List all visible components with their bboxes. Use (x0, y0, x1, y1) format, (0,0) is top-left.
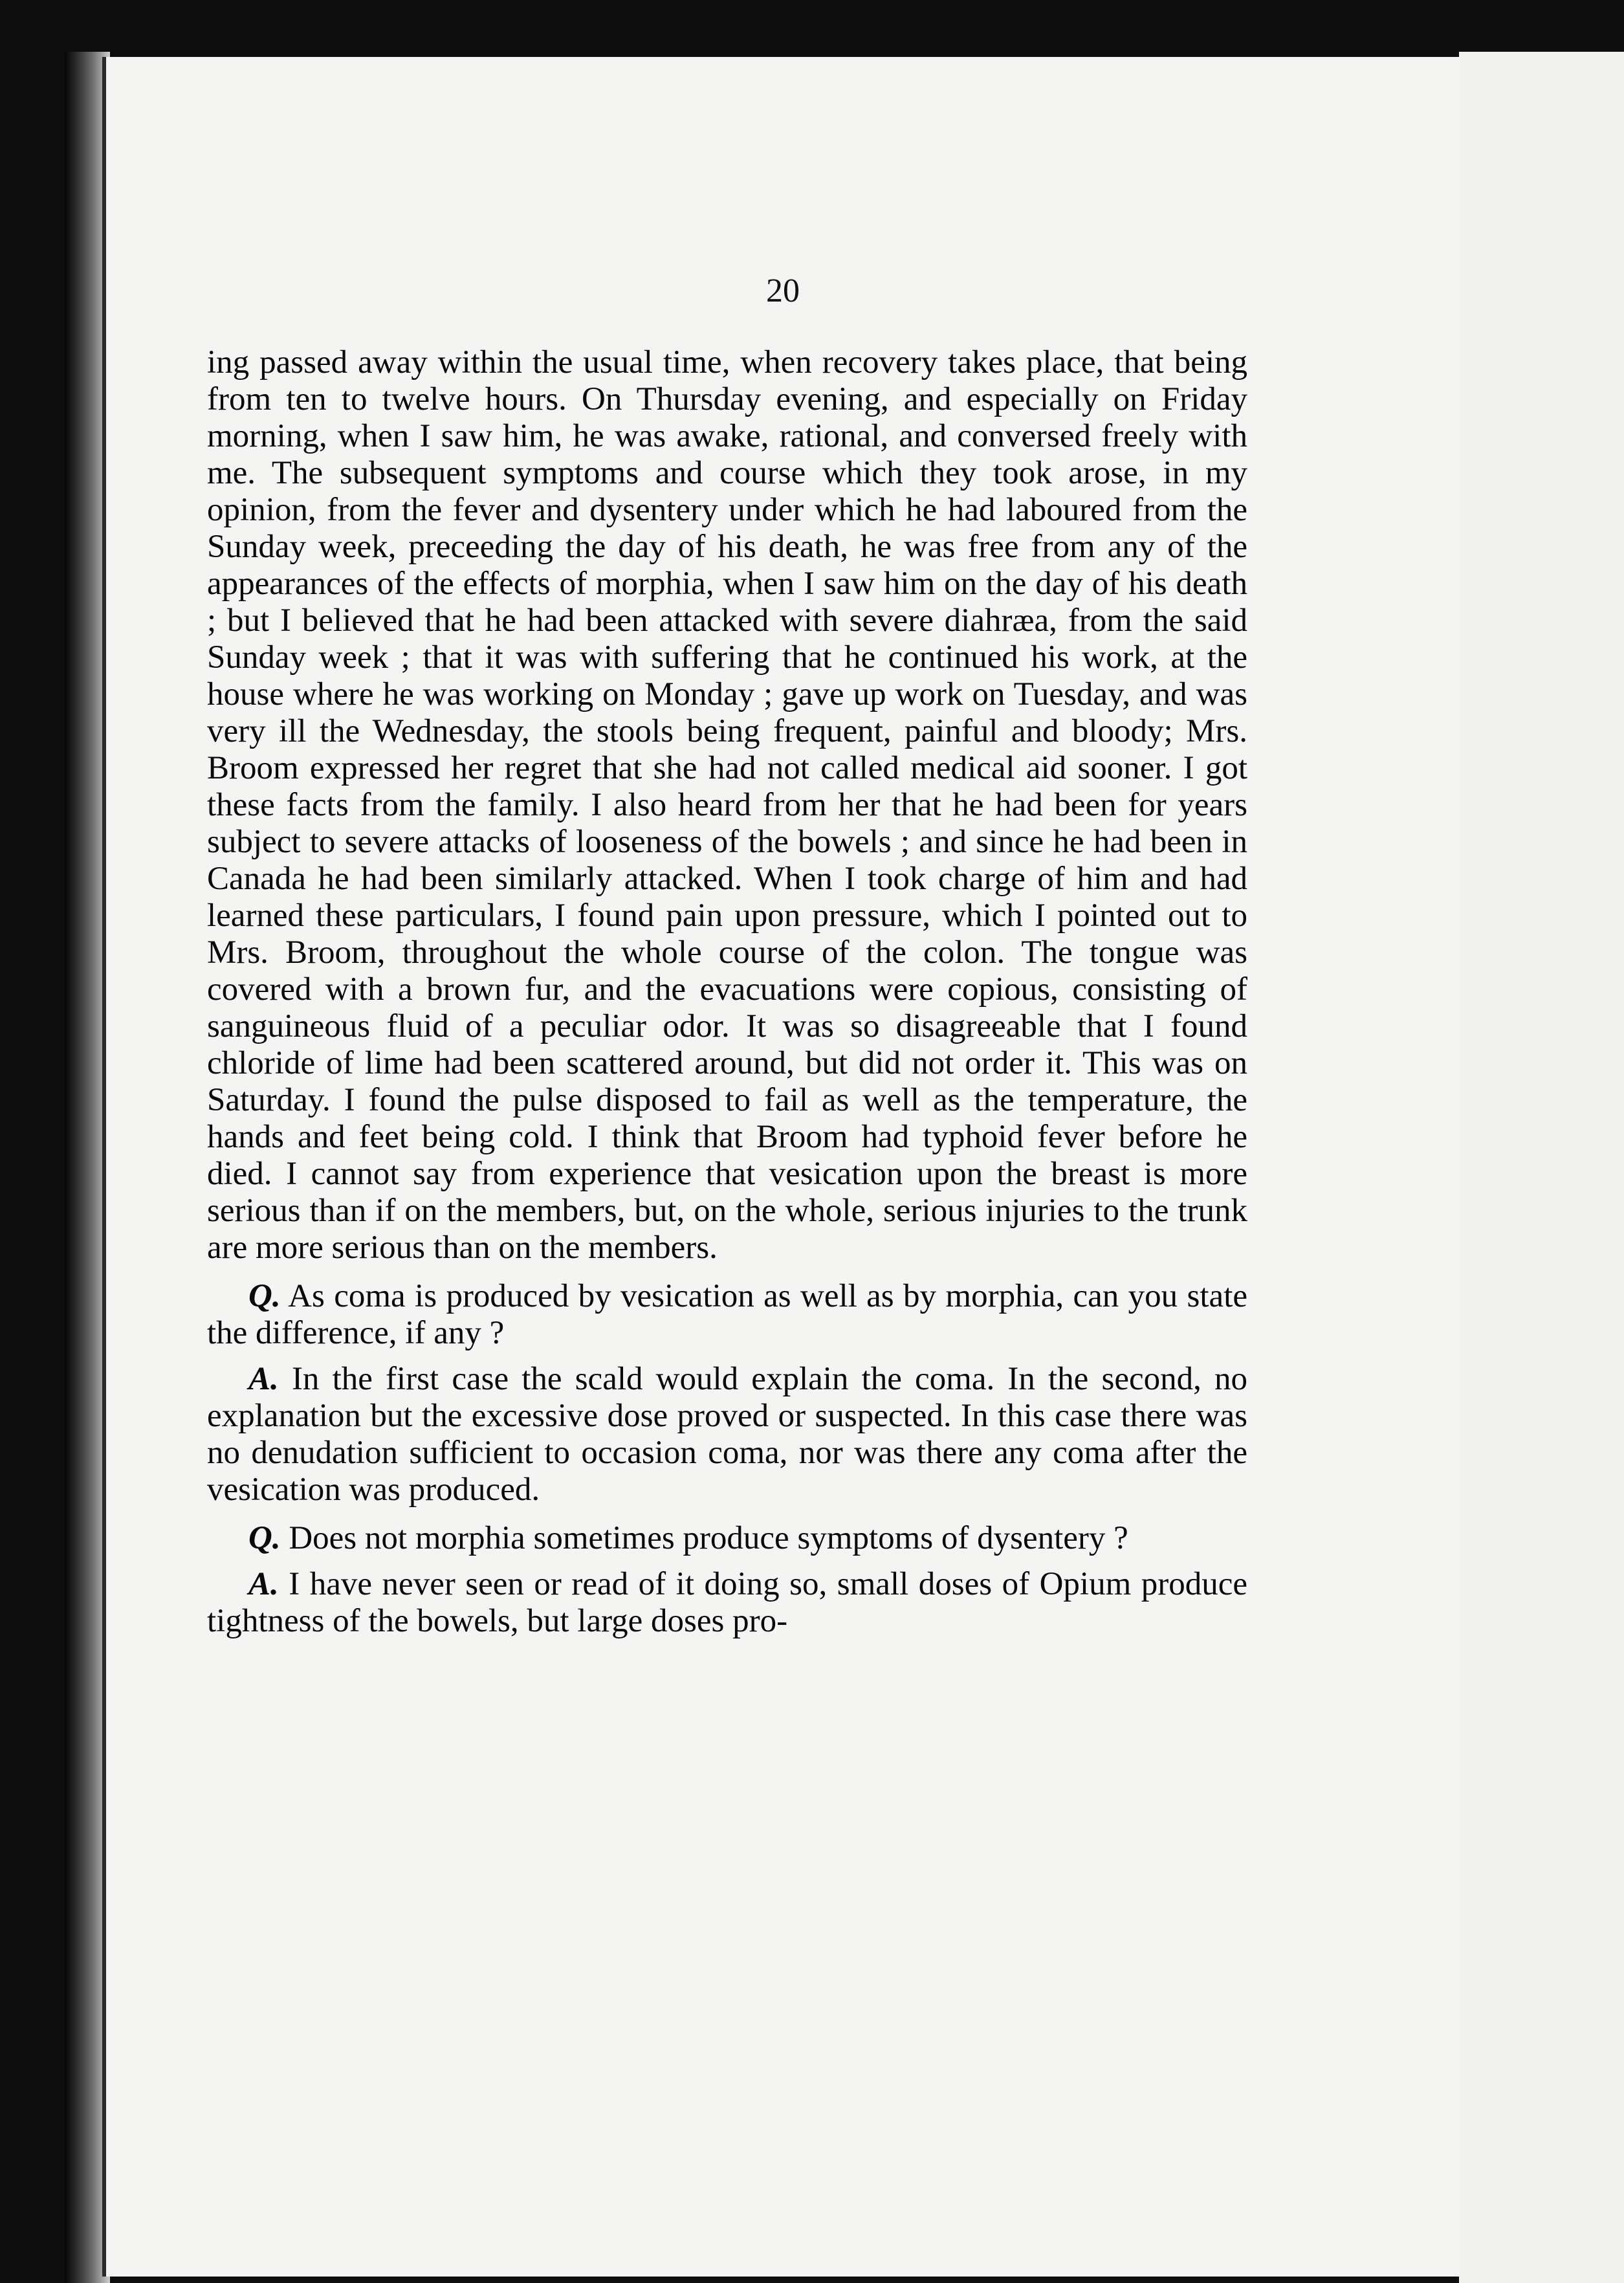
body-paragraph (207, 344, 1247, 1266)
answer-label: A. (248, 1566, 279, 1602)
body-paragraph-text: ing passed away within the usual time, when recovery takes place, that being from ten to twelve hours. On Thursday evening, and especially on Friday morning, when I saw him, he was awake, rational, and conversed freely with me. The subsequent symptoms and course which they took arose, in my opinion, from the fever and dysentery under which he had laboured from the Sunday week, preceeding the day of his death, he was free from any of the appearances of the effects of morphia, when I saw him on the day of his death ; but I believed that he had been attacked with severe diahræa, from the said Sunday week ; that it was with suffering that he continued his work, at the house where he was working on Monday ; gave up work on Tuesday, and was very ill the Wednesday, the stools being frequent, painful and bloody; Mrs. Broom expressed her regret that she had not called medical aid sooner. I got these facts from the family. I also heard from her that he had been for years subject to severe attacks of looseness of the bowels ; and since he had been in Canada he had been similarly attacked. When I took charge of him and had learned these particulars, I found pain upon pressure, which I pointed out to Mrs. Broom, throughout the whole course of the colon. The tongue was covered with a brown fur, and the evacuations were copious, consisting of sanguineous fluid of a peculiar odor. It was so disagreeable that I found chloride of lime had been scattered around, but did not order it. This was on Saturday. I found the pulse disposed to fail as well as the temperature, the hands and feet being cold. I think that Broom had typhoid fever before he died. I cannot say from experience that vesication upon the breast is more serious than if on the members, but, on the whole, serious injuries to the trunk are more serious than on the members. (207, 344, 1247, 1266)
answer-text: In the first case the scald would explain the coma. In the second, no explanation but the excessive dose proved or suspected. In this case there was no denudation sufficient to occasion coma, nor was there any coma after the vesication was produced. (207, 1361, 1247, 1508)
question-label: Q. (248, 1520, 281, 1556)
question-text: As coma is produced by vesication as well as by morphia, can you state the difference, if any ? (207, 1278, 1248, 1351)
answer-paragraph (207, 1361, 1247, 1508)
question-paragraph (207, 1520, 1247, 1557)
page-number: 20 (766, 272, 800, 309)
answer-label: A. (248, 1361, 279, 1397)
question-text: Does not morphia sometimes produce symptoms of dysentery ? (289, 1520, 1128, 1556)
adjacent-page-edge (1456, 52, 1624, 2283)
question-paragraph (207, 1278, 1247, 1352)
page-text (207, 344, 1247, 1640)
answer-text: I have never seen or read of it doing so, small doses of Opium produce tightness of the bowels, but large doses pro- (207, 1566, 1248, 1639)
question-label: Q. (248, 1278, 281, 1314)
answer-paragraph (207, 1566, 1247, 1640)
